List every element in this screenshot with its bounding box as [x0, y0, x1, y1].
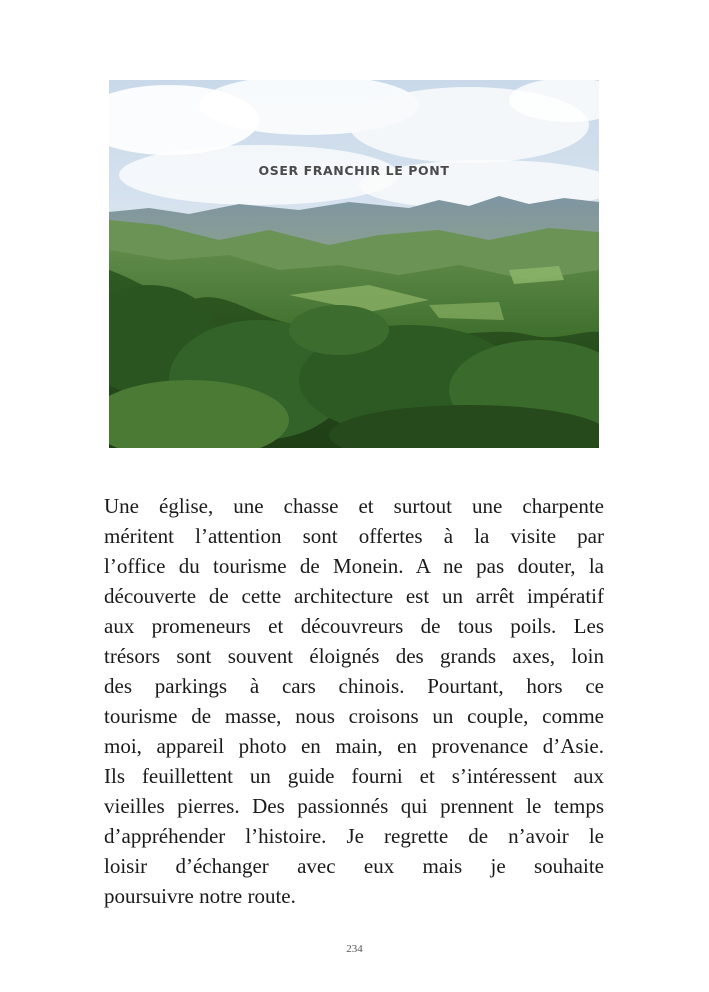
text-line: méritent l’attention sont offertes à la visite par	[104, 524, 604, 548]
landscape-photo	[109, 80, 599, 448]
text-line: Une église, une chasse et surtout une charpente	[104, 494, 604, 518]
text-line: vieilles pierres. Des passionnés qui prennent le temps	[104, 794, 604, 818]
text-line: poursuivre notre route.	[104, 884, 296, 908]
text-line: moi, appareil photo en main, en provenance d’Asie.	[104, 734, 604, 758]
page-number: 234	[346, 943, 363, 955]
text-line: découverte de cette architecture est un arrêt impératif	[104, 584, 604, 608]
text-line: des parkings à cars chinois. Pourtant, hors ce	[104, 674, 604, 698]
text-line: loisir d’échanger avec eux mais je souhaite	[104, 854, 604, 878]
text-line: l’office du tourisme de Monein. A ne pas douter, la	[104, 554, 604, 578]
landscape-image	[109, 80, 599, 448]
text-line: d’appréhender l’histoire. Je regrette de n’avoir le	[104, 824, 604, 848]
text-line: Ils feuillettent un guide fourni et s’intéressent aux	[104, 764, 604, 788]
text-line: trésors sont souvent éloignés des grands axes, loin	[104, 644, 604, 668]
photo-caption: OSER FRANCHIR LE PONT	[258, 163, 450, 178]
text-line: aux promeneurs et découvreurs de tous poils. Les	[104, 614, 604, 638]
text-line: tourisme de masse, nous croisons un couple, comme	[104, 704, 604, 728]
body-paragraph	[104, 491, 604, 911]
